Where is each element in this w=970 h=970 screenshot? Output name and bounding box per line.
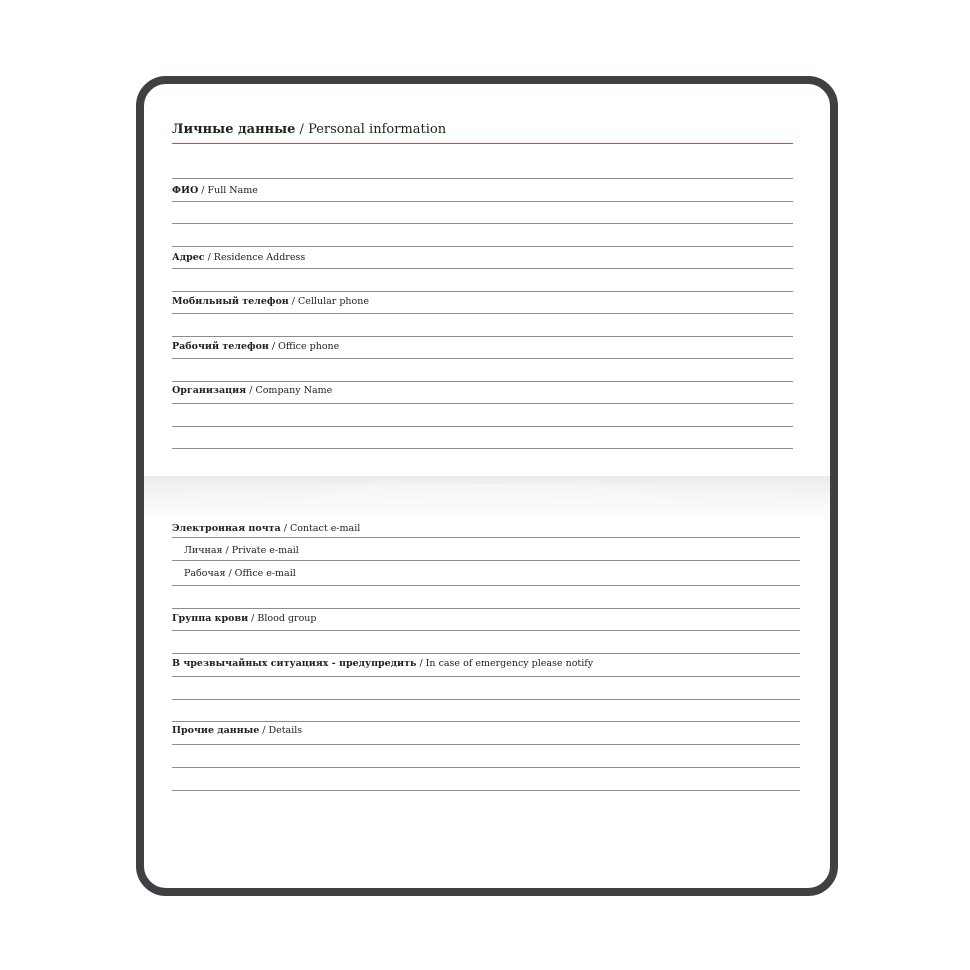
- field-label-address: [172, 252, 305, 264]
- field-label-private-email: [184, 545, 299, 557]
- emergency-line[interactable]: [172, 676, 800, 677]
- full-name-line[interactable]: [172, 201, 793, 202]
- address-line[interactable]: [172, 291, 793, 292]
- label-ru: Электронная почта: [172, 523, 281, 534]
- label-ru: Организация: [172, 385, 247, 396]
- label-en: / Full Name: [198, 185, 258, 196]
- label-en: / Blood group: [248, 613, 317, 624]
- email-line[interactable]: [172, 537, 800, 538]
- blank-line: [172, 721, 800, 722]
- field-label-emergency: [172, 658, 593, 670]
- field-label-blood-group: [172, 613, 316, 625]
- blank-line: [172, 246, 793, 247]
- emergency-line[interactable]: [172, 699, 800, 700]
- label-text: Личная / Private e-mail: [184, 545, 299, 556]
- label-text: Рабочая / Office e-mail: [184, 568, 296, 579]
- label-ru: Рабочий телефон: [172, 341, 269, 352]
- field-label-office-email: [184, 568, 296, 580]
- blank-line: [172, 608, 800, 609]
- page-fold-highlight: [144, 484, 830, 504]
- label-ru: ФИО: [172, 185, 199, 196]
- label-ru: Адрес: [172, 252, 205, 263]
- title-ru: Личные данные: [172, 122, 296, 137]
- company-line[interactable]: [172, 403, 793, 404]
- field-label-full-name: [172, 185, 258, 197]
- label-en: / Details: [259, 725, 303, 736]
- company-line[interactable]: [172, 426, 793, 427]
- blank-line: [172, 336, 793, 337]
- page-title: [172, 122, 446, 137]
- full-name-line[interactable]: [172, 223, 793, 224]
- office-email-line[interactable]: [172, 585, 800, 586]
- label-ru: Мобильный телефон: [172, 296, 289, 307]
- details-line[interactable]: [172, 767, 800, 768]
- label-en: / Contact e-mail: [280, 523, 361, 534]
- field-label-company: [172, 385, 332, 397]
- details-line[interactable]: [172, 744, 800, 745]
- label-ru: В чрезвычайных ситуациях - предупредить: [172, 658, 417, 669]
- label-ru: Прочие данные: [172, 725, 260, 736]
- private-email-line[interactable]: [172, 560, 800, 561]
- notebook-page: [136, 76, 838, 896]
- field-label-office-phone: [172, 341, 339, 353]
- field-label-details: [172, 725, 302, 737]
- blood-group-line[interactable]: [172, 630, 800, 631]
- title-underline: [172, 143, 793, 144]
- field-label-mobile: [172, 296, 369, 308]
- blank-line: [172, 381, 793, 382]
- title-en: / Personal information: [295, 122, 447, 137]
- blank-line: [172, 653, 800, 654]
- label-en: / Cellular phone: [288, 296, 369, 307]
- office-phone-line[interactable]: [172, 358, 793, 359]
- details-line[interactable]: [172, 790, 800, 791]
- address-line[interactable]: [172, 268, 793, 269]
- label-en: / Office phone: [268, 341, 340, 352]
- label-en: / Company Name: [246, 385, 333, 396]
- company-line[interactable]: [172, 448, 793, 449]
- label-en: / Residence Address: [204, 252, 306, 263]
- label-ru: Группа крови: [172, 613, 249, 624]
- blank-line: [172, 178, 793, 179]
- mobile-line[interactable]: [172, 313, 793, 314]
- label-en: / In case of emergency please notify: [416, 658, 594, 669]
- field-label-email: [172, 523, 360, 535]
